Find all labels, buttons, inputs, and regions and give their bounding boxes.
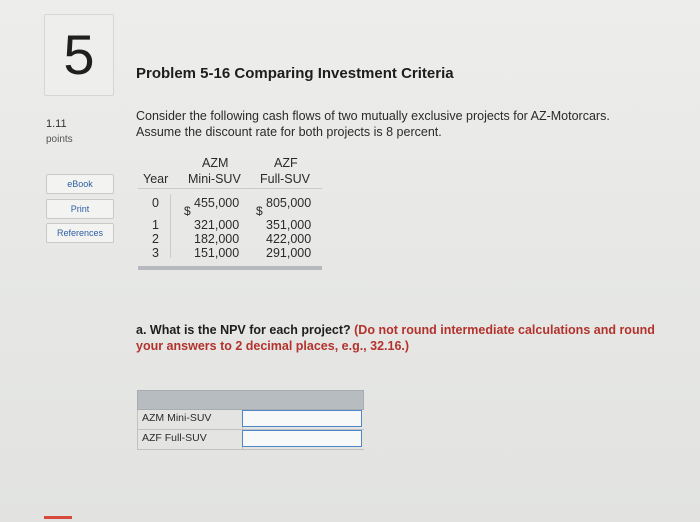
problem-text-line2: Assume the discount rate for both projects is 8 percent.: [136, 125, 442, 139]
row-azm-value: 455,000: [194, 196, 240, 210]
answer-label: AZF Full-SUV: [142, 432, 207, 444]
question-number: 5: [63, 23, 95, 86]
problem-text: [136, 108, 676, 140]
row-year: 2: [152, 232, 159, 246]
row-azf-value: 351,000: [266, 218, 312, 232]
references-button[interactable]: References: [46, 223, 114, 243]
header-year: Year: [143, 172, 169, 186]
row-azf-value: 422,000: [266, 232, 312, 246]
header-azf-bottom: Full-SUV: [260, 172, 311, 186]
points-value: 1.11: [46, 118, 67, 130]
currency-symbol: $: [184, 204, 191, 218]
part-a-question: [136, 322, 656, 354]
problem-text-line1: Consider the following cash flows of two mutually exclusive projects for AZ-Motorcars.: [136, 109, 610, 123]
header-azm-top: AZM: [202, 156, 229, 170]
row-azm-value: 321,000: [194, 218, 240, 232]
question-number-box: [44, 14, 114, 96]
row-year: 1: [152, 218, 159, 232]
print-button[interactable]: Print: [46, 199, 114, 219]
table-bottom-rule: [138, 266, 322, 270]
part-a-instruction: (Do not round intermediate calculations and round your answers to 2 decimal places, e.g., 32.16.): [136, 323, 655, 353]
row-azf-value: 805,000: [266, 196, 312, 210]
answer-label: AZM Mini-SUV: [142, 412, 212, 424]
answer-label-cell: [138, 410, 243, 429]
row-year: 0: [152, 196, 159, 210]
problem-title: Problem 5-16 Comparing Investment Criteria: [136, 65, 454, 82]
row-year: 3: [152, 246, 159, 260]
progress-marker: [44, 516, 72, 519]
azf-npv-input[interactable]: [242, 430, 362, 447]
answer-row: [137, 430, 364, 450]
table-header-divider: [138, 188, 322, 189]
answer-label-cell: [138, 430, 243, 449]
table-column-divider: [170, 194, 171, 258]
row-azf-value: 291,000: [266, 246, 312, 260]
header-azm-bottom: Mini-SUV: [188, 172, 241, 186]
answer-grid-header: [137, 390, 364, 410]
row-azm-value: 151,000: [194, 246, 240, 260]
points-label: points: [46, 134, 73, 145]
row-azm-value: 182,000: [194, 232, 240, 246]
part-a-prefix: a.: [136, 323, 147, 337]
answer-row: [137, 410, 364, 430]
answer-grid: [137, 390, 364, 450]
currency-symbol: $: [256, 204, 263, 218]
ebook-button[interactable]: eBook: [46, 174, 114, 194]
header-azf-top: AZF: [274, 156, 298, 170]
azm-npv-input[interactable]: [242, 410, 362, 427]
part-a-text: What is the NPV for each project?: [149, 323, 351, 337]
